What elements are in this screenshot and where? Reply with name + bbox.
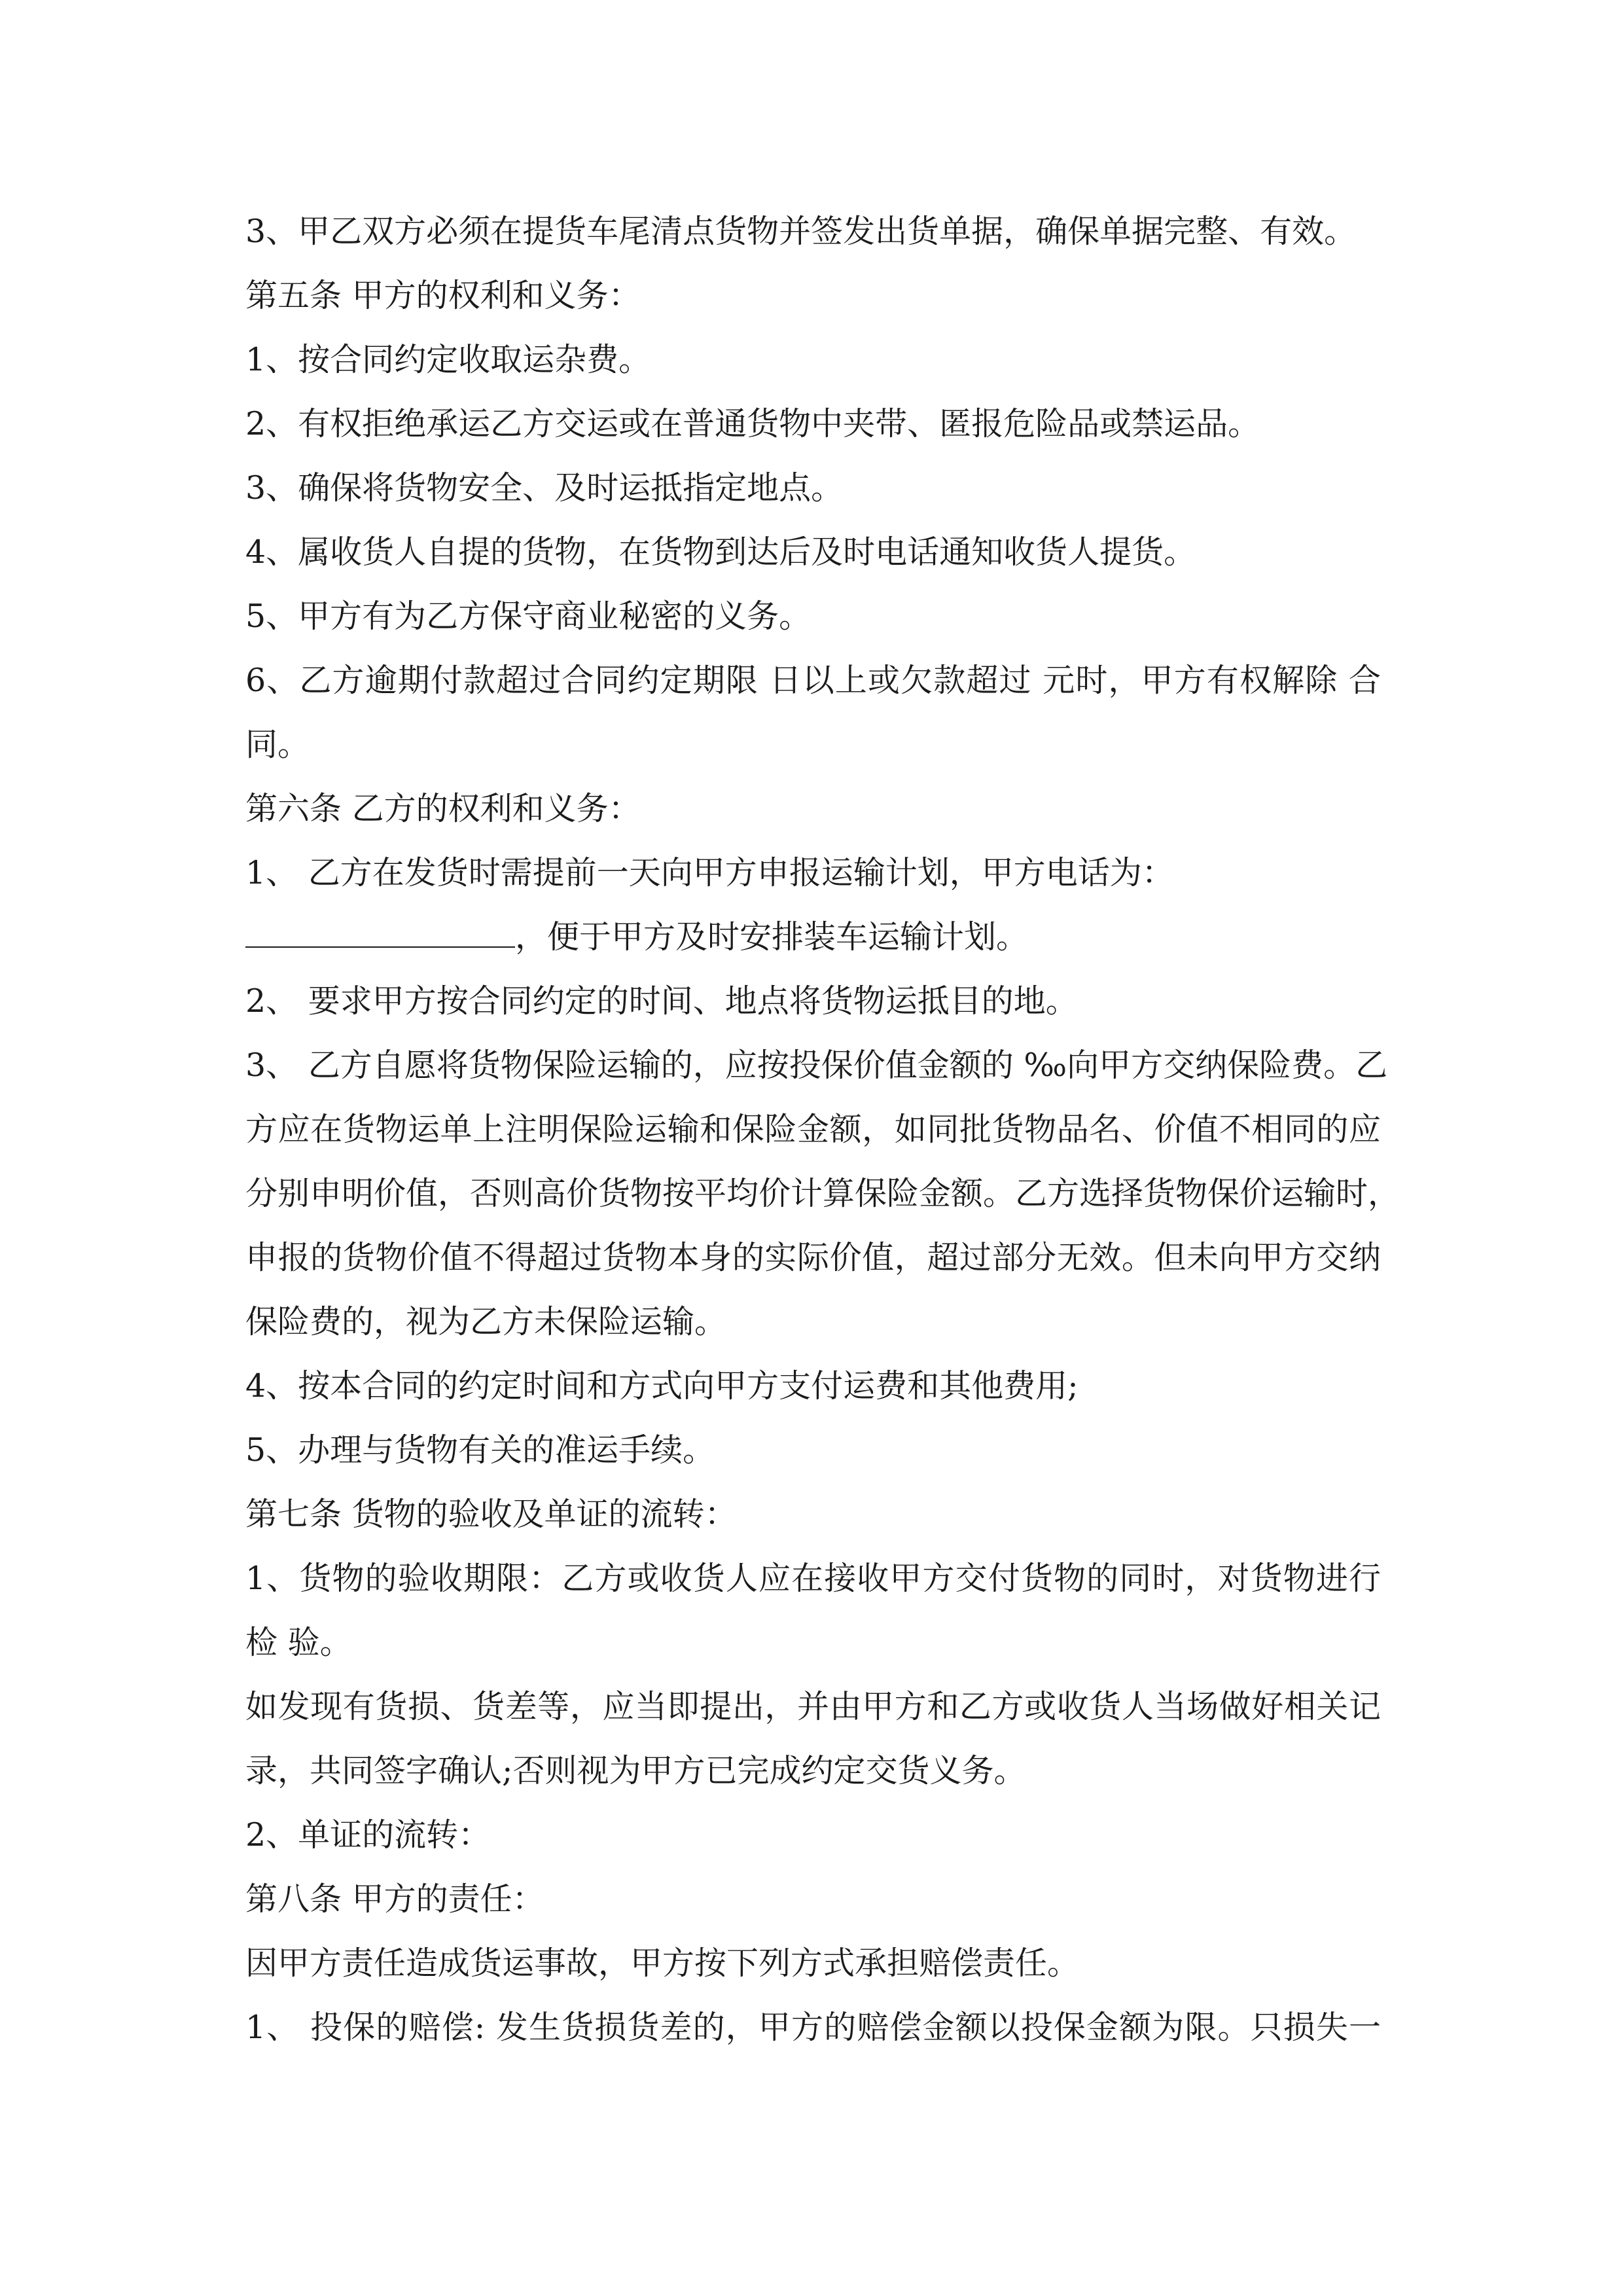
clause-line: 3、确保将货物安全、及时运抵指定地点。 — [245, 469, 844, 507]
clause-line: 因甲方责任造成货运事故，甲方按下列方式承担赔偿责任。 — [245, 1945, 1080, 1982]
contract-text — [245, 200, 1400, 2060]
clause-line: 检 验。 — [245, 1624, 352, 1661]
clause-line: 3、 乙方自愿将货物保险运输的，应按投保价值金额的 ‰向甲方交纳保险费。乙 — [245, 1047, 1388, 1084]
clause-line: 保险费的，视为乙方未保险运输。 — [245, 1303, 727, 1340]
clause-line: 5、办理与货物有关的准运手续。 — [245, 1431, 715, 1469]
clause-line: 4、按本合同的约定时间和方式向甲方支付运费和其他费用; — [245, 1367, 1079, 1405]
clause-line: 1、 投保的赔偿: 发生货损货差的，甲方的赔偿金额以投保金额为限。只损失一 — [245, 2009, 1381, 2046]
phone-blank-line — [245, 920, 515, 948]
clause-line: 分别申明价值，否则高价货物按平均价计算保险金额。乙方选择货物保价运输时， — [245, 1175, 1400, 1212]
clause-line: 1、 乙方在发货时需提前一天向甲方申报运输计划，甲方电话为： — [245, 854, 1174, 891]
clause-line: 3、甲乙双方必须在提货车尾清点货物并签发出货单据，确保单据完整、有效。 — [245, 213, 1357, 250]
clause-text: ，便于甲方及时安排装车运输计划。 — [515, 918, 1029, 956]
clause-line: 方应在货物运单上注明保险运输和保险金额，如同批货物品名、价值不相同的应 — [245, 1111, 1381, 1148]
clause-line: 1、货物的验收期限：乙方或收货人应在接收甲方交付货物的同时，对货物进行 — [245, 1560, 1381, 1597]
clause-line: 2、有权拒绝承运乙方交运或在普通货物中夹带、匿报危险品或禁运品。 — [245, 405, 1260, 442]
article-heading: 第八条 甲方的责任： — [245, 1880, 544, 1918]
clause-line: 1、按合同约定收取运杂费。 — [245, 341, 651, 378]
clause-line: 录，共同签字确认;否则视为甲方已完成约定交货义务。 — [245, 1752, 1026, 1789]
article-heading: 第七条 货物的验收及单证的流转： — [245, 1496, 737, 1533]
clause-line: 如发现有货损、货差等，应当即提出，并由甲方和乙方或收货人当场做好相关记 — [245, 1688, 1381, 1725]
clause-line-with-blank — [245, 905, 1381, 969]
clause-line: 2、单证的流转： — [245, 1816, 491, 1854]
clause-line: 4、属收货人自提的货物，在货物到达后及时电话通知收货人提货。 — [245, 533, 1196, 571]
clause-line: 6、乙方逾期付款超过合同约定期限 日以上或欠款超过 元时，甲方有权解除 合 — [245, 662, 1381, 699]
clause-line: 2、 要求甲方按合同约定的时间、地点将货物运抵目的地。 — [245, 982, 1078, 1020]
clause-line: 同。 — [245, 726, 310, 763]
clause-line: 申报的货物价值不得超过货物本身的实际价值，超过部分无效。但未向甲方交纳 — [245, 1239, 1381, 1276]
clause-line: 5、甲方有为乙方保守商业秘密的义务。 — [245, 598, 812, 635]
article-heading: 第五条 甲方的权利和义务： — [245, 277, 641, 314]
article-heading: 第六条 乙方的权利和义务： — [245, 790, 641, 827]
